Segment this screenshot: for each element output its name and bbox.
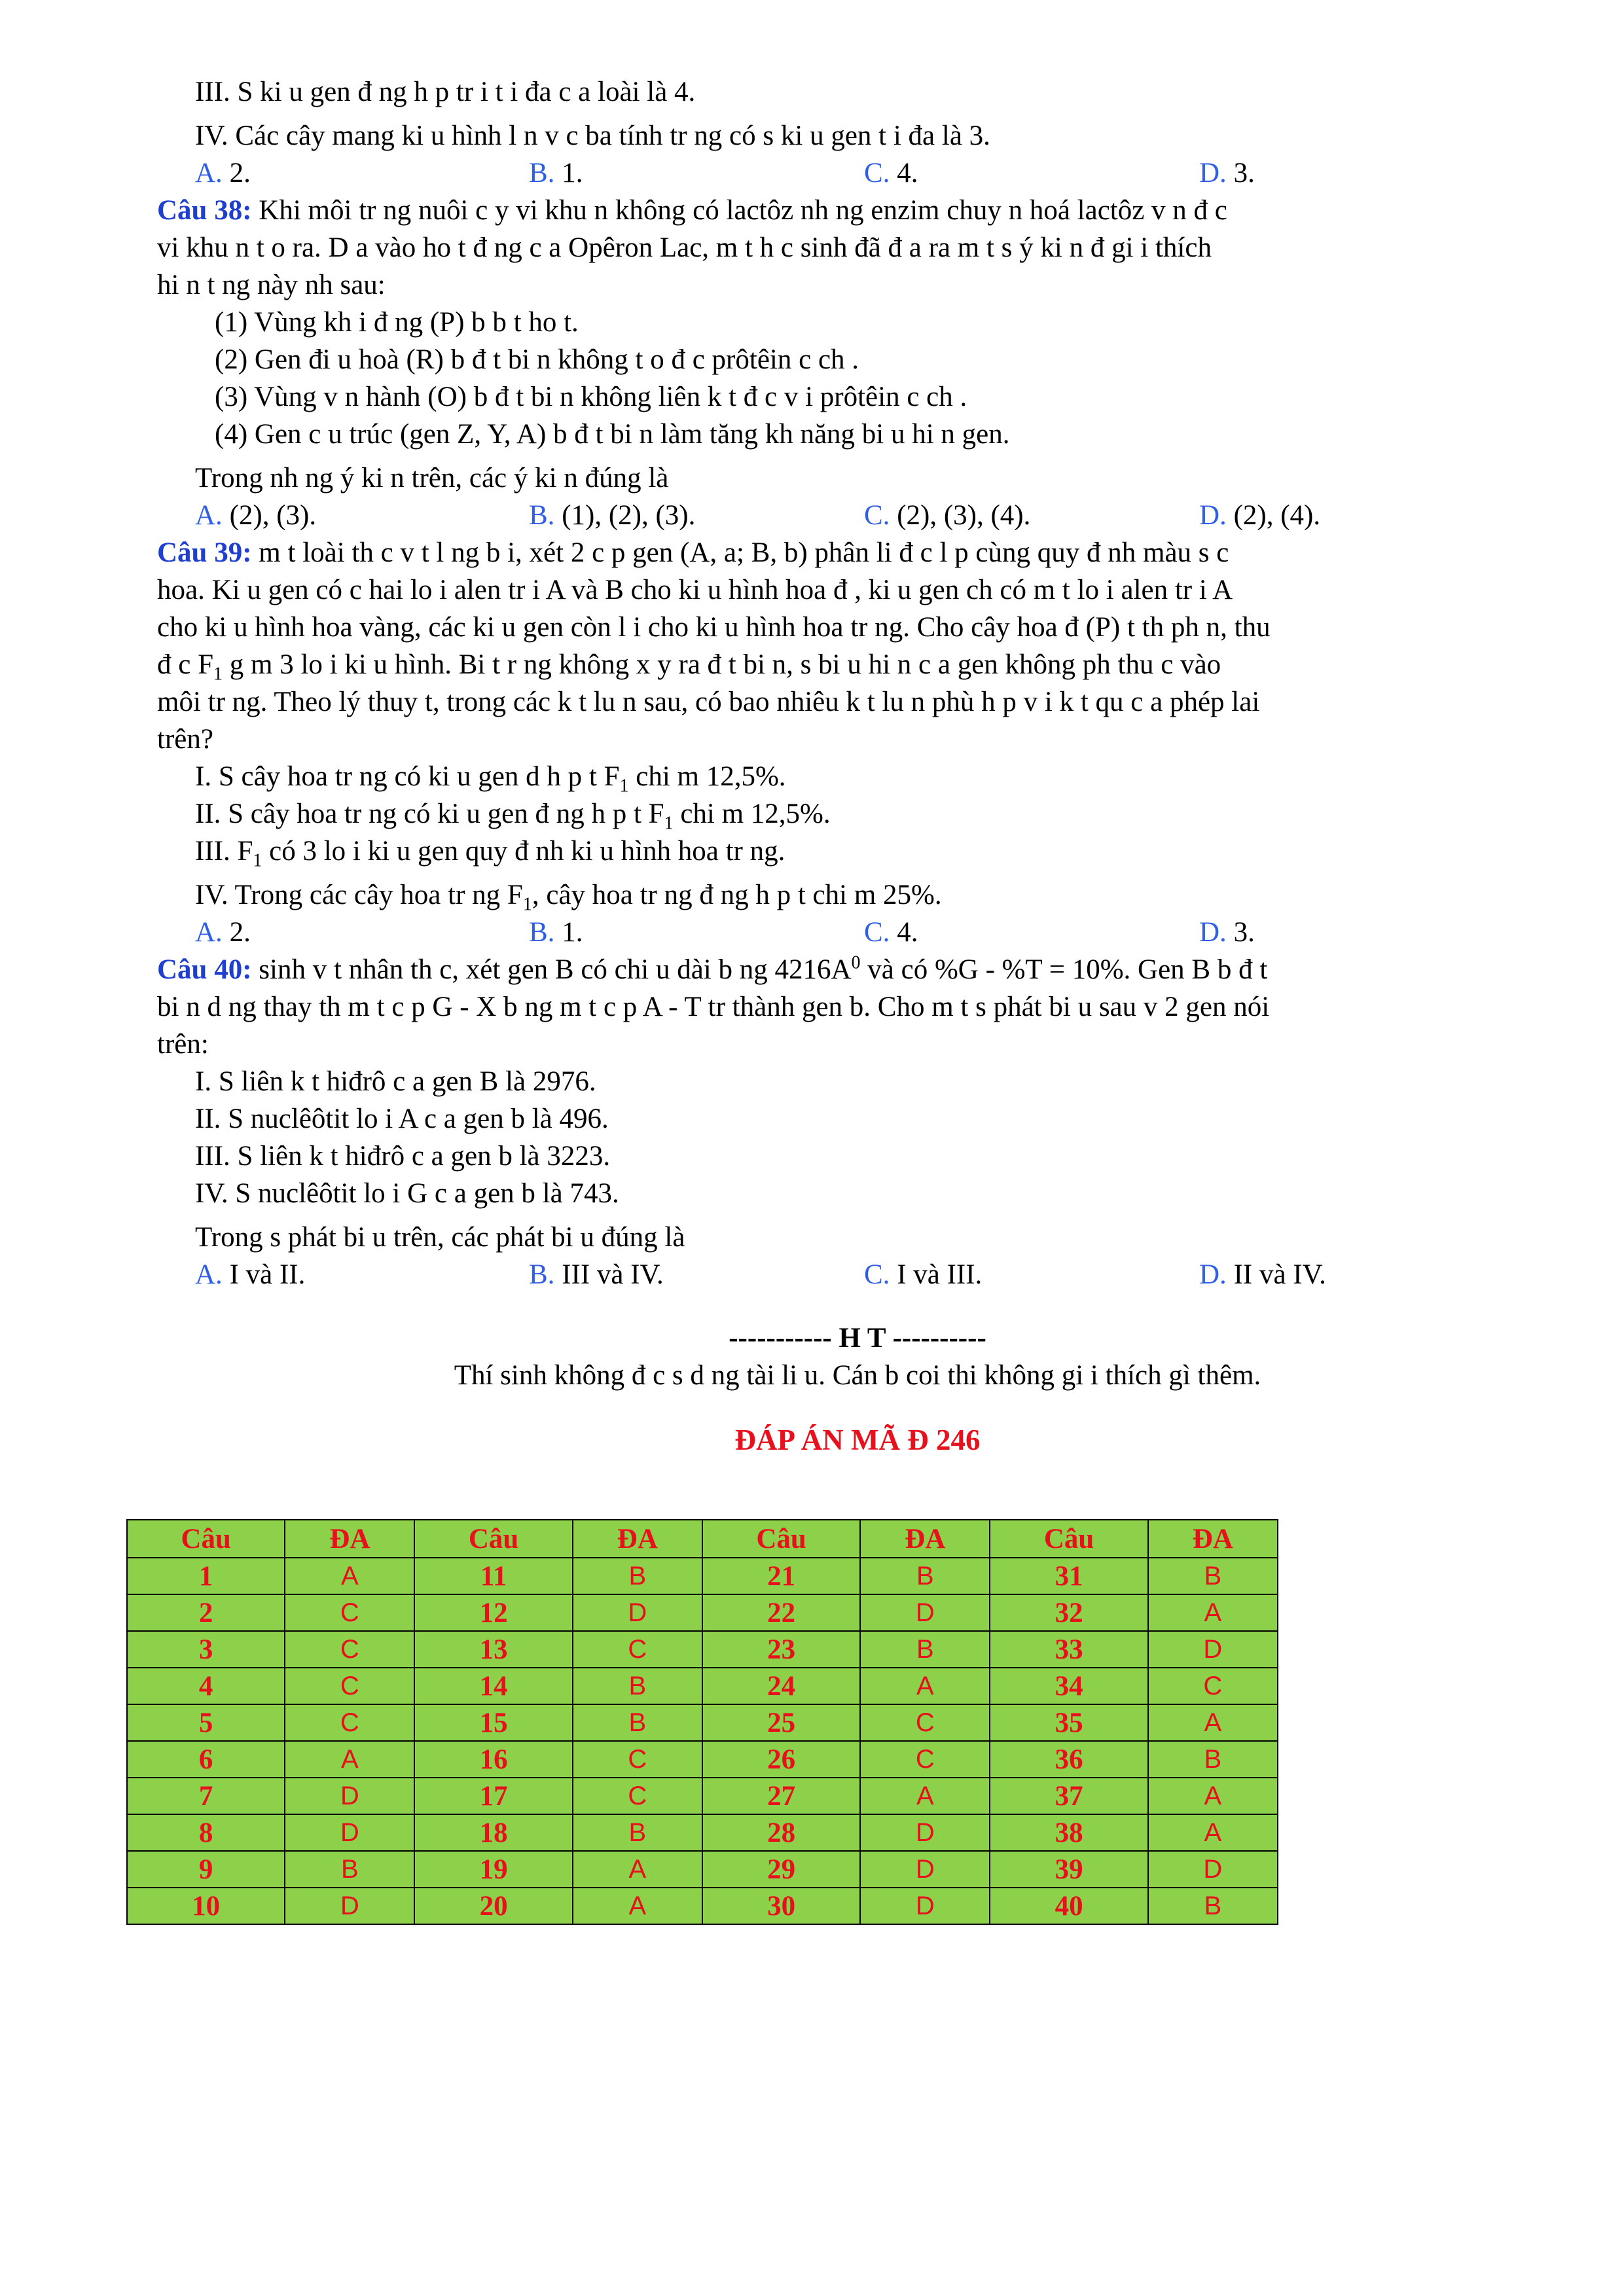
header-cell: Câu (702, 1520, 860, 1558)
answer-cell: A (1148, 1594, 1278, 1631)
question-number-cell: 25 (702, 1704, 860, 1741)
q37-option-b[interactable]: B. 1. (529, 158, 583, 188)
question-number-cell: 1 (127, 1558, 285, 1594)
q40-options (157, 1256, 1558, 1293)
question-number-cell: 14 (414, 1668, 572, 1704)
end-marker: ----------- H T ---------- (729, 1323, 986, 1354)
question-number-cell: 19 (414, 1851, 572, 1888)
question-number-cell: 15 (414, 1704, 572, 1741)
q38-item-2: (2) Gen đi u hoà (R) b đ t bi n không t o đ c prôtêin c ch . (215, 344, 859, 375)
answer-cell: C (573, 1741, 702, 1778)
question-number-cell: 22 (702, 1594, 860, 1631)
answer-cell: C (1148, 1668, 1278, 1704)
question-number-cell: 6 (127, 1741, 285, 1778)
q39-text-line-5: môi tr ng. Theo lý thuy t, trong các k t lu n sau, có bao nhiêu k t lu n phù h p v i k t qu c a phép lai (157, 687, 1260, 717)
header-cell: ĐA (860, 1520, 990, 1558)
q39-text-line-1: Câu 39: m t loài th c v t l ng b i, xét 2 c p gen (A, a; B, b) phân li đ c l p cùng quy đ nh màu s c (157, 537, 1229, 568)
q37-option-a[interactable]: A. 2. (195, 158, 251, 188)
answer-cell: D (860, 1594, 990, 1631)
q39-option-c[interactable]: C. 4. (864, 917, 918, 948)
answer-cell: D (860, 1814, 990, 1851)
q37-statement-3: III. S ki u gen đ ng h p tr i t i đa c a loài là 4. (195, 77, 696, 107)
q40-text-line-3: trên: (157, 1029, 209, 1060)
q38-option-a[interactable]: A. (2), (3). (195, 500, 317, 531)
question-number-cell: 40 (990, 1888, 1147, 1924)
answer-cell: C (285, 1668, 414, 1704)
answer-cell: D (860, 1851, 990, 1888)
question-number-cell: 3 (127, 1631, 285, 1668)
q40-option-c[interactable]: C. I và III. (864, 1259, 983, 1290)
answer-cell: C (860, 1704, 990, 1741)
q38-option-c[interactable]: C. (2), (3), (4). (864, 500, 1031, 531)
question-number-cell: 35 (990, 1704, 1147, 1741)
answer-key-header-row (127, 1520, 1278, 1558)
question-number-cell: 29 (702, 1851, 860, 1888)
table-row (127, 1631, 1278, 1668)
q40-item-3: III. S liên k t hiđrô c a gen b là 3223. (195, 1141, 611, 1172)
q39-statement-3: III. $F_1$ có 3 lo i ki u gen quy đ nh ki u hình hoa tr ng. (195, 836, 785, 871)
table-row (127, 1741, 1278, 1778)
header-cell: Câu (990, 1520, 1147, 1558)
answer-cell: D (1148, 1851, 1278, 1888)
answer-cell: A (1148, 1704, 1278, 1741)
answer-key-body (127, 1558, 1278, 1924)
answer-cell: B (285, 1851, 414, 1888)
question-number-cell: 13 (414, 1631, 572, 1668)
q38-item-1: (1) Vùng kh i đ ng (P) b b t ho t. (215, 307, 579, 338)
answer-cell: D (285, 1778, 414, 1814)
q40-heading: Câu 40: (157, 954, 252, 985)
exam-note: Thí sinh không đ c s d ng tài li u. Cán b coi thi không gi i thích gì thêm. (454, 1360, 1261, 1391)
answer-cell: C (860, 1741, 990, 1778)
table-row (127, 1668, 1278, 1704)
answer-cell: B (573, 1814, 702, 1851)
answer-cell: B (1148, 1558, 1278, 1594)
question-number-cell: 8 (127, 1814, 285, 1851)
table-row (127, 1558, 1278, 1594)
question-number-cell: 21 (702, 1558, 860, 1594)
answer-cell: D (860, 1888, 990, 1924)
answer-cell: A (860, 1668, 990, 1704)
answer-cell: A (860, 1778, 990, 1814)
q40-option-b[interactable]: B. III và IV. (529, 1259, 664, 1290)
q40-option-d[interactable]: D. II và IV. (1199, 1259, 1326, 1290)
q39-heading: Câu 39: (157, 537, 252, 568)
answer-cell: A (573, 1888, 702, 1924)
answer-cell: B (860, 1558, 990, 1594)
answer-cell: A (1148, 1778, 1278, 1814)
answer-cell: C (285, 1594, 414, 1631)
question-number-cell: 27 (702, 1778, 860, 1814)
question-number-cell: 24 (702, 1668, 860, 1704)
q39-statement-4: IV. Trong các cây hoa tr ng $F_1$, cây hoa tr ng đ ng h p t chi m 25%. (195, 880, 942, 915)
q40-prompt: Trong s phát bi u trên, các phát bi u đúng là (195, 1222, 685, 1253)
question-number-cell: 37 (990, 1778, 1147, 1814)
answer-cell: A (573, 1851, 702, 1888)
q37-statement-4: IV. Các cây mang ki u hình l n v c ba tính tr ng có s ki u gen t i đa là 3. (195, 120, 990, 151)
answer-cell: D (1148, 1631, 1278, 1668)
question-number-cell: 4 (127, 1668, 285, 1704)
question-number-cell: 7 (127, 1778, 285, 1814)
q39-statement-2: II. S cây hoa tr ng có ki u gen đ ng h p t $F_1$ chi m 12,5%. (195, 798, 831, 834)
question-number-cell: 30 (702, 1888, 860, 1924)
q38-item-4: (4) Gen c u trúc (gen Z, Y, A) b đ t bi n làm tăng kh năng bi u hi n gen. (215, 419, 1010, 450)
answer-cell: B (573, 1558, 702, 1594)
question-number-cell: 39 (990, 1851, 1147, 1888)
q38-text-line-3: hi n t ng này nh sau: (157, 270, 386, 300)
question-number-cell: 33 (990, 1631, 1147, 1668)
table-row (127, 1814, 1278, 1851)
q39-text-line-4: đ c $F_1$ g m 3 lo i ki u hình. Bi t r ng không x y ra đ t bi n, s bi u hi n c a gen không ph thu c vào (157, 649, 1221, 685)
answer-cell: B (573, 1704, 702, 1741)
q39-text-line-6: trên? (157, 724, 213, 755)
answer-cell: A (1148, 1814, 1278, 1851)
question-number-cell: 5 (127, 1704, 285, 1741)
q40-text-line-1: Câu 40: sinh v t nhân th c, xét gen B có chi u dài b ng $4216A^0$ và có %G - %T = 10%. Gen B b đ t (157, 952, 1268, 985)
q37-option-c[interactable]: C. 4. (864, 158, 918, 188)
header-cell: ĐA (573, 1520, 702, 1558)
q39-option-b[interactable]: B. 1. (529, 917, 583, 948)
answer-key-title: ĐÁP ÁN MÃ Đ 246 (734, 1424, 981, 1456)
table-row (127, 1704, 1278, 1741)
answer-cell: C (285, 1704, 414, 1741)
question-number-cell: 26 (702, 1741, 860, 1778)
q38-option-d[interactable]: D. (2), (4). (1199, 500, 1321, 531)
question-number-cell: 36 (990, 1741, 1147, 1778)
q40-text-line-2: bi n d ng thay th m t c p G - X b ng m t c p A - T tr thành gen b. Cho m t s phát bi u sau v 2 gen nói (157, 992, 1270, 1022)
q37-options (157, 154, 1558, 192)
q39-options (157, 914, 1558, 951)
question-number-cell: 32 (990, 1594, 1147, 1631)
answer-cell: C (285, 1631, 414, 1668)
question-number-cell: 11 (414, 1558, 572, 1594)
question-number-cell: 2 (127, 1594, 285, 1631)
answer-cell: A (285, 1558, 414, 1594)
table-row (127, 1594, 1278, 1631)
answer-cell: D (573, 1594, 702, 1631)
answer-cell: B (1148, 1741, 1278, 1778)
q40-item-1: I. S liên k t hiđrô c a gen B là 2976. (195, 1066, 596, 1097)
header-cell: ĐA (1148, 1520, 1278, 1558)
answer-cell: A (285, 1741, 414, 1778)
q38-text-line-1: Câu 38: Khi môi tr ng nuôi c y vi khu n không có lactôz nh ng enzim chuy n hoá lactôz v n đ c (157, 195, 1227, 226)
answer-key-table (126, 1519, 1278, 1925)
answer-cell: C (573, 1778, 702, 1814)
q38-options (157, 497, 1558, 534)
q39-text-line-3: cho ki u hình hoa vàng, các ki u gen còn l i cho ki u hình hoa tr ng. Cho cây hoa đ (P) t th ph n, thu (157, 612, 1271, 643)
question-number-cell: 34 (990, 1668, 1147, 1704)
answer-cell: B (1148, 1888, 1278, 1924)
question-number-cell: 31 (990, 1558, 1147, 1594)
table-row (127, 1888, 1278, 1924)
question-number-cell: 9 (127, 1851, 285, 1888)
question-number-cell: 23 (702, 1631, 860, 1668)
answer-cell: B (573, 1668, 702, 1704)
q40-option-a[interactable]: A. I và II. (195, 1259, 306, 1290)
q40-item-2: II. S nuclêôtit lo i A c a gen b là 496. (195, 1103, 609, 1134)
question-number-cell: 20 (414, 1888, 572, 1924)
question-number-cell: 18 (414, 1814, 572, 1851)
q40-item-4: IV. S nuclêôtit lo i G c a gen b là 743. (195, 1178, 619, 1209)
exam-page (157, 73, 1558, 1460)
table-row (127, 1851, 1278, 1888)
q38-prompt: Trong nh ng ý ki n trên, các ý ki n đúng là (195, 463, 669, 493)
q39-text-line-2: hoa. Ki u gen có c hai lo i alen tr i A và B cho ki u hình hoa đ , ki u gen ch có m t lo i alen tr i A (157, 575, 1233, 605)
question-number-cell: 12 (414, 1594, 572, 1631)
q38-item-3: (3) Vùng v n hành (O) b đ t bi n không liên k t đ c v i prôtêin c ch . (215, 382, 967, 412)
q38-heading: Câu 38: (157, 195, 252, 226)
answer-cell: D (285, 1888, 414, 1924)
table-row (127, 1778, 1278, 1814)
question-number-cell: 28 (702, 1814, 860, 1851)
q39-option-d[interactable]: D. 3. (1199, 917, 1255, 948)
header-cell: ĐA (285, 1520, 414, 1558)
answer-cell: C (573, 1631, 702, 1668)
q38-option-b[interactable]: B. (1), (2), (3). (529, 500, 696, 531)
q39-option-a[interactable]: A. 2. (195, 917, 251, 948)
header-cell: Câu (127, 1520, 285, 1558)
question-number-cell: 38 (990, 1814, 1147, 1851)
answer-cell: D (285, 1814, 414, 1851)
question-number-cell: 16 (414, 1741, 572, 1778)
q37-option-d[interactable]: D. 3. (1199, 158, 1255, 188)
header-cell: Câu (414, 1520, 572, 1558)
q38-text-line-2: vi khu n t o ra. D a vào ho t đ ng c a Opêron Lac, m t h c sinh đã đ a ra m t s ý ki n đ gi i thích (157, 232, 1212, 263)
q39-statement-1: I. S cây hoa tr ng có ki u gen d h p t $F_1$ chi m 12,5%. (195, 761, 786, 797)
question-number-cell: 17 (414, 1778, 572, 1814)
question-number-cell: 10 (127, 1888, 285, 1924)
answer-cell: B (860, 1631, 990, 1668)
